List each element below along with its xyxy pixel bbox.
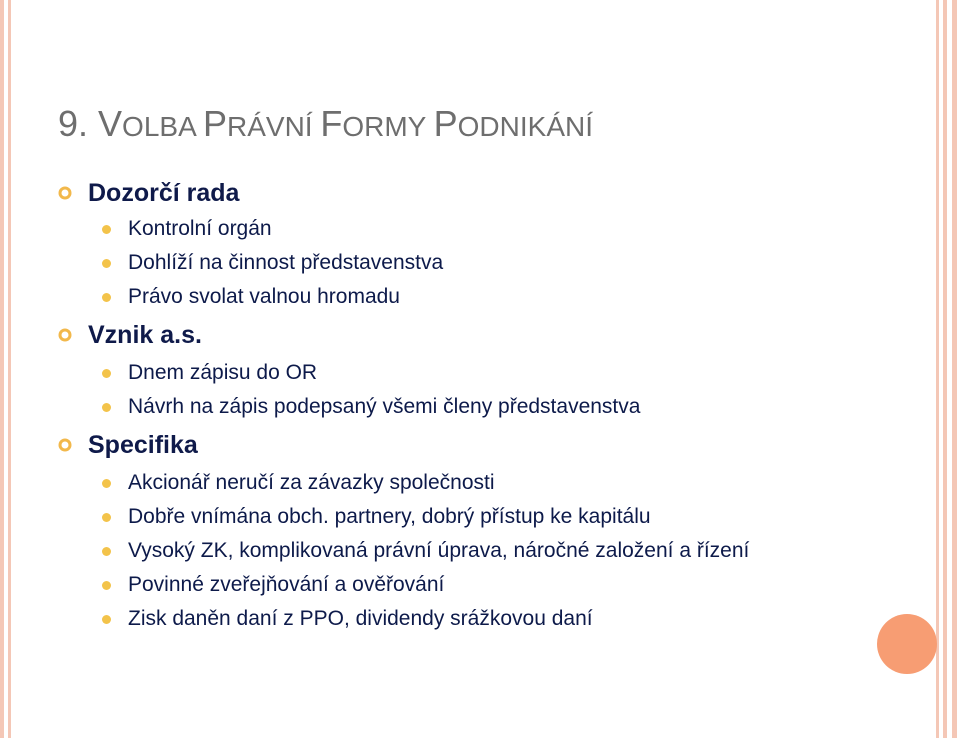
hollow-circle-bullet-icon: [58, 186, 72, 200]
section-heading: [58, 316, 858, 354]
hollow-circle-bullet-icon: [58, 328, 72, 342]
decorative-circle: [877, 614, 937, 674]
section-heading-text: Specifika: [88, 431, 198, 459]
list-item: [58, 504, 858, 529]
dot-bullet-icon: [102, 547, 111, 556]
title-cap-1: V: [98, 103, 123, 144]
dot-bullet-icon: [102, 259, 111, 268]
list-item: [58, 284, 858, 309]
left-border-stripe: [0, 0, 4, 738]
section-specifika: [58, 426, 858, 631]
list-item: [58, 394, 858, 419]
dot-bullet-icon: [102, 225, 111, 234]
list-item-text: Dobře vnímána obch. partnery, dobrý přístup ke kapitálu: [128, 505, 651, 528]
title-cap-4: P: [433, 103, 458, 144]
list-item-text: Vysoký ZK, komplikovaná právní úprava, náročné založení a řízení: [128, 539, 750, 562]
section-vznik: [58, 316, 858, 419]
bullet-list: [58, 360, 858, 419]
right-border-stripe-outer: [952, 0, 957, 738]
dot-bullet-icon: [102, 513, 111, 522]
hollow-circle-bullet-icon: [58, 438, 72, 452]
list-item: [58, 360, 858, 385]
title-number: 9.: [58, 103, 99, 144]
list-item: [58, 606, 858, 631]
title-cap-3: F: [320, 103, 343, 144]
list-item: [58, 470, 858, 495]
dot-bullet-icon: [102, 581, 111, 590]
section-heading-text: Vznik a.s.: [88, 321, 202, 349]
dot-bullet-icon: [102, 479, 111, 488]
list-item-text: Dnem zápisu do OR: [128, 361, 318, 384]
section-heading: [58, 426, 858, 464]
section-heading: [58, 174, 858, 212]
right-border-stripe: [943, 0, 947, 738]
list-item: [58, 538, 858, 563]
list-item: [58, 250, 858, 275]
list-item: [58, 572, 858, 597]
dot-bullet-icon: [102, 293, 111, 302]
title-rest-4: ODNIKÁNÍ: [457, 111, 594, 142]
title-rest-2: RÁVNÍ: [227, 111, 321, 142]
list-item-text: Zisk daněn daní z PPO, dividendy srážkovou daní: [128, 607, 593, 630]
left-border-stripe-inner: [8, 0, 11, 738]
dot-bullet-icon: [102, 615, 111, 624]
section-dozorci-rada: [58, 174, 858, 309]
list-item: [58, 216, 858, 241]
section-heading-text: Dozorčí rada: [88, 179, 240, 207]
title-rest-1: OLBA: [122, 111, 203, 142]
list-item-text: Dohlíží na činnost představenstva: [128, 251, 444, 274]
right-border-stripe-inner: [936, 0, 939, 738]
title-rest-3: ORMY: [342, 111, 434, 142]
list-item-text: Návrh na zápis podepsaný všemi členy představenstva: [128, 395, 641, 418]
slide-content: [58, 174, 858, 640]
title-cap-2: P: [202, 103, 227, 144]
bullet-list: [58, 470, 858, 631]
list-item-text: Povinné zveřejňování a ověřování: [128, 573, 445, 596]
dot-bullet-icon: [102, 369, 111, 378]
dot-bullet-icon: [102, 403, 111, 412]
bullet-list: [58, 216, 858, 309]
slide-title: [58, 100, 593, 151]
list-item-text: Akcionář neručí za závazky společnosti: [128, 471, 495, 494]
list-item-text: Právo svolat valnou hromadu: [128, 285, 400, 308]
list-item-text: Kontrolní orgán: [128, 217, 272, 240]
